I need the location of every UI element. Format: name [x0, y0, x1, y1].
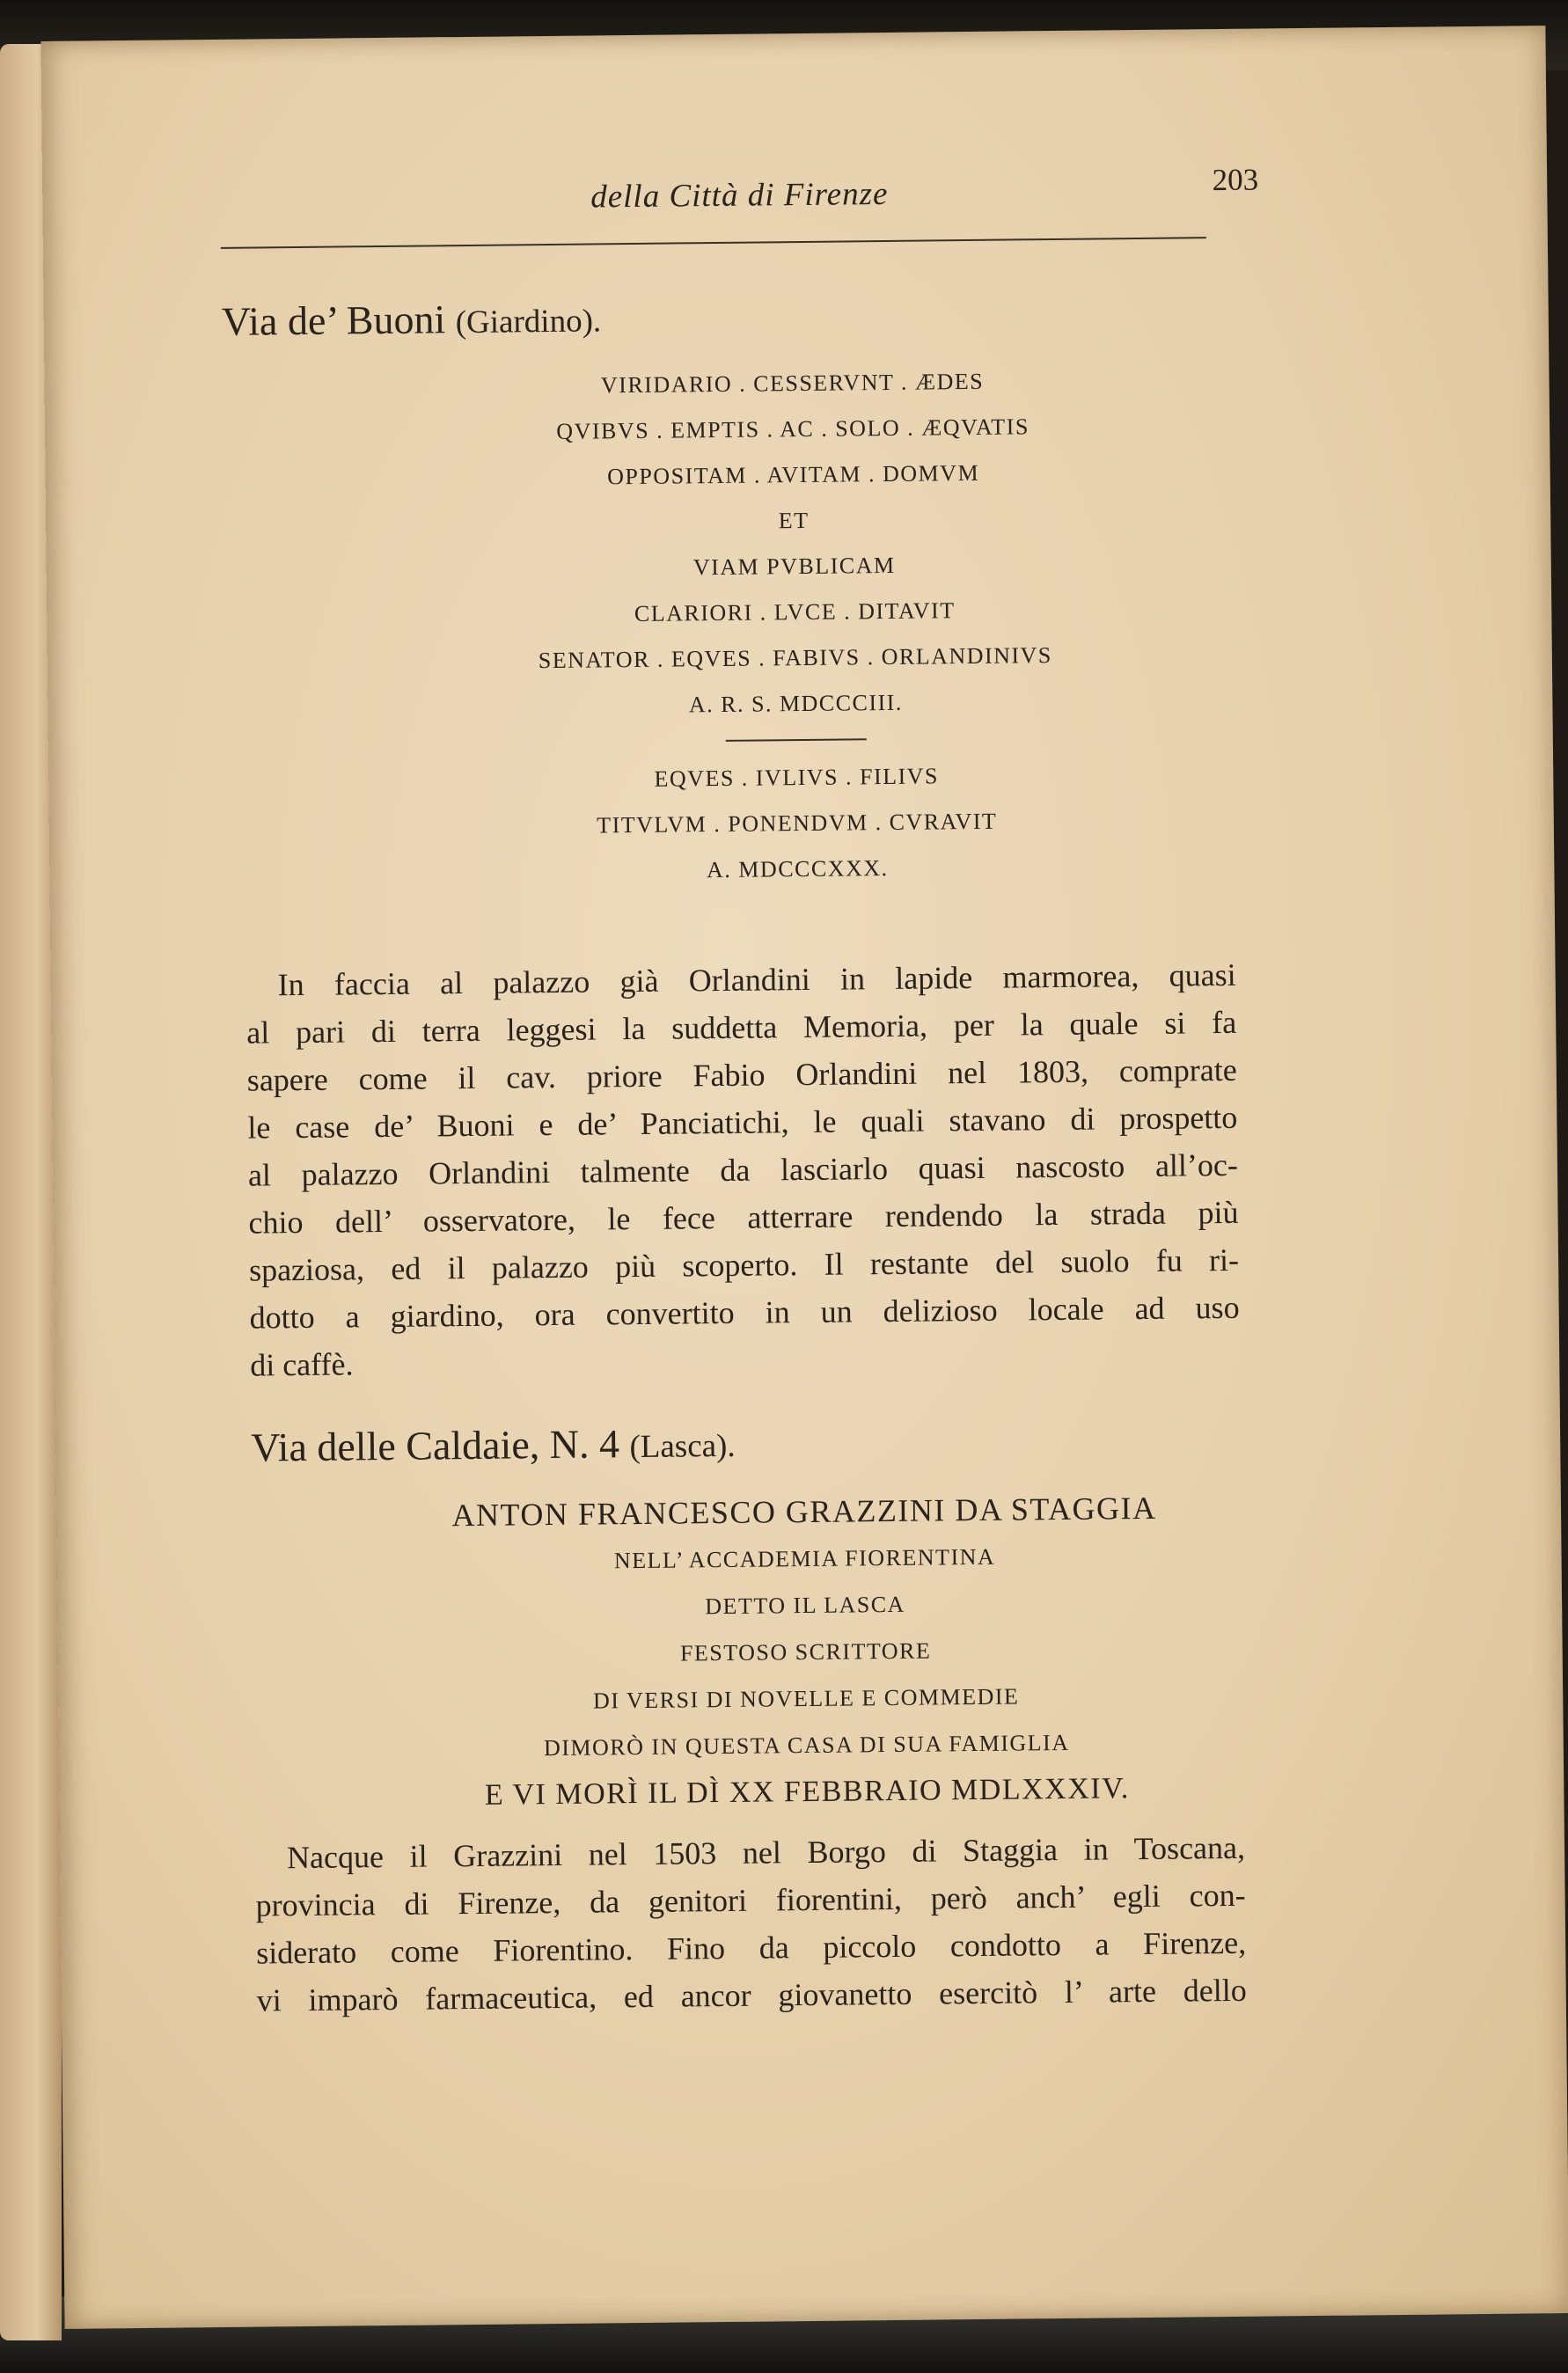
heading-text: Via delle Caldaie, N. 4 [250, 1421, 620, 1470]
paragraph-via-de-buoni [245, 951, 1240, 1389]
paragraph-line: Nacque il Grazzini nel 1503 nel Borgo di Staggia in Toscana, [286, 1829, 1246, 1876]
paragraph-line: al palazzo Orlandini talmente da lasciarlo quasi nascosto all’oc- [247, 1146, 1239, 1193]
inscription-line: TITVLVM . PONENDVM . CVRAVIT [597, 808, 998, 839]
paragraph-line: siderato come Fiorentino. Fino da piccolo condotto a Firenze, [255, 1924, 1247, 1971]
paragraph-line: provincia di Firenze, da genitori fiorentini, però anch’ egli con- [255, 1877, 1246, 1923]
inscription-line: SENATOR . EQVES . FABIVS . ORLANDINIVS [538, 642, 1052, 674]
inscription-line: FESTOSO SCRITTORE [679, 1637, 932, 1666]
page-number: 203 [1212, 162, 1259, 198]
inscription-line: EQVES . IVLIVS . FILIVS [654, 763, 940, 792]
inscription-via-delle-caldaie [232, 1483, 1380, 1821]
paragraph-line: le case de’ Buoni e de’ Panciatichi, le quali stavano di prospetto [247, 1099, 1238, 1146]
inscription-line: DIMORÒ IN QUESTA CASA DI SUA FAMIGLIA [543, 1729, 1070, 1761]
paragraph-line: sapere come il cav. priore Fabio Orlandini nel 1803, comprate [246, 1051, 1237, 1098]
paragraph-line: chio dell’ osservatore, le fece atterrare rendendo la strada più [248, 1194, 1239, 1241]
inscription-line: QVIBVS . EMPTIS . AC . SOLO . ÆQVATIS [556, 414, 1029, 444]
paragraph-line: di caffè. [249, 1346, 354, 1383]
inscription-line: ANTON FRANCESCO GRAZZINI DA STAGGIA [451, 1490, 1157, 1534]
inscription-divider [726, 738, 867, 742]
paragraph-via-delle-caldaie [255, 1824, 1247, 2025]
running-title: della Città di Firenze [590, 175, 889, 216]
paragraph-line: vi imparò farmaceutica, ed ancor giovanetto esercitò l’ arte dello [256, 1972, 1247, 2018]
inscription-line: A. R. S. MDCCCIII. [688, 689, 903, 718]
paragraph-line: spaziosa, ed il palazzo più scoperto. Il restante del suolo fu ri- [248, 1241, 1240, 1288]
heading-text: Via de’ Buoni [221, 297, 446, 344]
inscription-via-de-buoni [220, 355, 1369, 898]
inscription-line: VIRIDARIO . CESSERVNT . ÆDES [600, 368, 985, 399]
inscription-line: A. MDCCCXXX. [706, 854, 889, 883]
paragraph-line: dotto a giardino, ora convertito in un delizioso locale ad uso [249, 1289, 1240, 1336]
inscription-line: OPPOSITAM . AVITAM . DOMVM [606, 459, 980, 490]
inscription-line: DI VERSI DI NOVELLE E COMMEDIE [592, 1683, 1020, 1714]
paragraph-line: al pari di terra leggesi la suddetta Memoria, per la quale si fa [246, 1004, 1237, 1051]
heading-paren: (Giardino). [455, 303, 602, 341]
page-header [220, 163, 1259, 235]
inscription-line: E VI MORÌ IL DÌ XX FEBBRAIO MDLXXXIV. [484, 1772, 1130, 1812]
inscription-line: VIAM PVBLICAM [692, 552, 896, 581]
section-heading-via-de-buoni [222, 297, 602, 342]
inscription-line: DETTO IL LASCA [705, 1591, 906, 1620]
paragraph-line: In faccia al palazzo già Orlandini in lapide marmorea, quasi [277, 956, 1236, 1003]
heading-paren: (Lasca). [629, 1427, 736, 1466]
inscription-line: NELL’ ACCADEMIA FIORENTINA [613, 1543, 996, 1574]
inscription-line: CLARIORI . LVCE . DITAVIT [634, 597, 956, 626]
section-heading-via-delle-caldaie [251, 1423, 736, 1468]
inscription-line: ET [778, 507, 810, 534]
book-page [40, 26, 1568, 2329]
header-rule [221, 237, 1206, 249]
